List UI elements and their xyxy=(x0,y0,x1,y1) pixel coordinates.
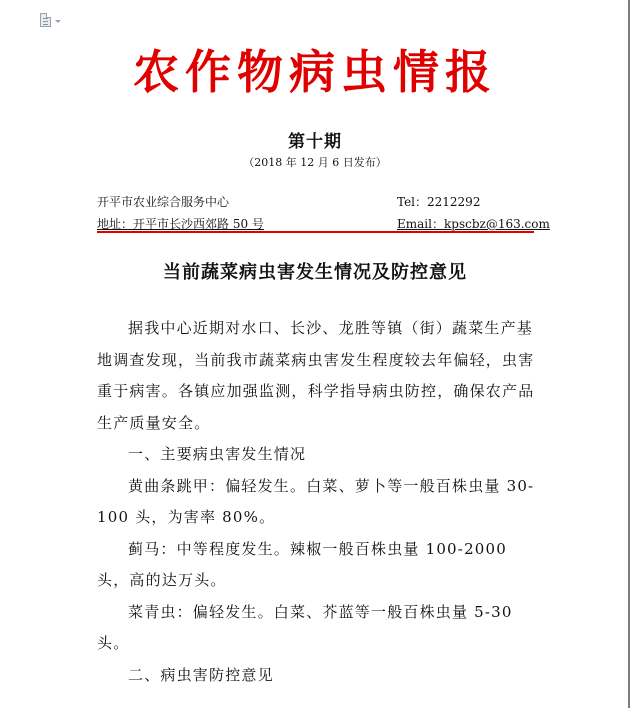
issue-number: 第十期 xyxy=(288,132,342,152)
paragraph: 菜青虫：偏轻发生。白菜、芥蓝等一般百株虫量 5-30 头。 xyxy=(97,602,513,652)
document-menu[interactable] xyxy=(40,13,61,27)
email-link[interactable]: kpscbz@163.com xyxy=(443,217,550,231)
article-headline: 当前蔬菜病虫害发生情况及防控意见 xyxy=(163,262,467,283)
address: 地址：开平市长沙西郊路 50 号 xyxy=(97,217,264,231)
email-line xyxy=(397,216,550,232)
masthead-title: 农作物病虫情报 xyxy=(133,45,497,99)
chevron-down-icon[interactable] xyxy=(55,20,61,23)
article-body xyxy=(97,313,537,691)
paragraph: 黄曲条跳甲：偏轻发生。白菜、萝卜等一般百株虫量 30-100 头，为害率 80%。 xyxy=(97,476,535,526)
section-heading: 一、主要病虫害发生情况 xyxy=(128,445,307,463)
email-label: Email： xyxy=(397,217,444,231)
section-heading: 二、病虫害防控意见 xyxy=(128,665,274,684)
paragraph: 蓟马：中等程度发生。辣椒一般百株虫量 100-2000 头，高的达万头。 xyxy=(97,539,508,589)
publish-date: （2018 年 12 月 6 日发布） xyxy=(243,156,387,169)
red-divider xyxy=(97,231,534,233)
organization-name: 开平市农业综合服务中心 xyxy=(97,195,230,209)
paragraph: 据我中心近期对水口、长沙、龙胜等镇（街）蔬菜生产基地调查发现，当前我市蔬菜病虫害发生程度较去年偏轻，虫害重于病害。各镇应加强监测，科学指导病虫防控，确保农产品生产质量安全。 xyxy=(97,319,535,432)
telephone: Tel：2212292 xyxy=(397,195,481,209)
document-icon[interactable] xyxy=(40,13,51,27)
